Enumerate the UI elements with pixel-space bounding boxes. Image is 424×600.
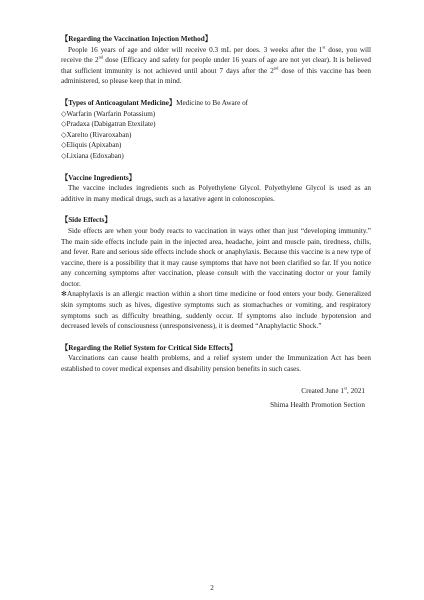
superscript-nd: nd (98, 54, 104, 60)
injection-text-b: dose, you will receive the 2 (61, 45, 372, 65)
created-date (61, 386, 371, 397)
organization-name: Shima Health Promotion Section (270, 401, 365, 410)
created-date-text-b: , 2021 (347, 386, 365, 395)
anticoagulant-heading: 【Types of Anticoagulant Medicine】 (61, 98, 177, 107)
anticoagulant-list (61, 109, 371, 162)
ingredients-paragraph: The vaccine includes ingredients such as Polyethylene Glycol. Polyethylene Glycol is used as an additive in many medical drugs, such as a laxative agent in colonoscopies. (61, 184, 371, 203)
anaphylaxis-note: ✻Anaphylaxis is an allergic reaction within a short time medicine or food enters your body. Generalized skin symptoms such as hives, digestive symptoms such as stomachaches or vomiting, and respiratory symptoms such as difficulty breathing, suddenly occur. If symptoms also include hypotension and decreased levels of consciousness (unresponsiveness), it is deemed “Anaphylactic Shock.” (61, 290, 371, 331)
ingredients-heading: 【Vaccine Ingredients】 (61, 173, 136, 182)
anticoagulant-heading-line (61, 98, 371, 109)
created-date-text-a: Created June 1 (301, 386, 345, 395)
injection-text-d: dose of this vaccine has been administered, so please keep that in mind. (61, 66, 371, 86)
list-item: ◇Warfarin (Warfarin Potassium) (61, 109, 156, 118)
superscript-st-date: st (344, 385, 348, 391)
relief-system-heading: 【Regarding the Relief System for Critical Side Effects】 (61, 343, 237, 352)
page-number: 2 (210, 584, 214, 592)
superscript-st: st (322, 44, 326, 50)
list-item: ◇Pradaxa (Dabigatran Etexilate) (61, 120, 156, 129)
list-item: ◇Eliquis (Apixaban) (61, 141, 122, 150)
superscript-nd-2: nd (273, 65, 279, 71)
injection-text-c: dose (Efficacy and safety for people under 16 years of age are not yet clear). It is believed that sufficient immunity is not achieved until about 7 days after the 2 (61, 56, 371, 75)
side-effects-paragraph: Side effects are when your body reacts to vaccination in ways other than just “developing immunity.” The main side effects include pain in the injected area, headache, joint and muscle pain, tiredness, chills, and fever. Rare and serious side effects include shock or anaphylaxis. Because this vaccine is a new type of vaccine, there is a possibility that it may cause symptoms that have not been clarified so far. If you notice any concerning symptoms after vaccination, please consult with the vaccinating doctor or your family doctor. (61, 226, 371, 288)
injection-method-paragraph (61, 45, 371, 87)
list-item: ◇Lixiana (Edoxaban) (61, 151, 124, 160)
anticoagulant-heading-suffix: Medicine to Be Aware of (176, 98, 249, 107)
relief-system-paragraph: Vaccinations can cause health problems, and a relief system under the Immunization Act has been established to cover medical expenses and disability pension benefits in such cases. (61, 354, 371, 374)
list-item: ◇Xarelto (Rivaroxaban) (61, 130, 132, 139)
injection-method-heading: 【Regarding the Vaccination Injection Method】 (61, 35, 212, 43)
side-effects-heading: 【Side Effects】 (61, 216, 112, 225)
document-page (61, 34, 371, 411)
injection-text-a: People 16 years of age and older will receive 0.3 mL per does. 3 weeks after the 1 (68, 45, 323, 54)
